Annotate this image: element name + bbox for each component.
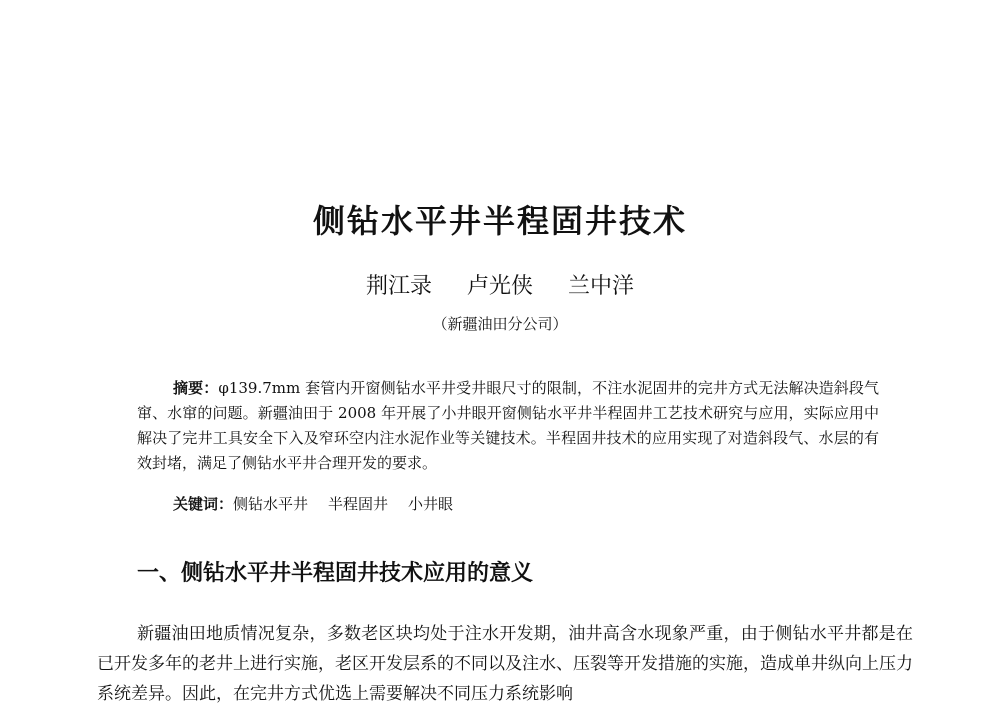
keywords (173, 493, 473, 514)
author-name: 荆江录 (365, 274, 432, 299)
keywords-label: 关键词： (173, 495, 234, 513)
author-name: 卢光侠 (466, 274, 533, 299)
paper-title: 侧钻水平井半程固井技术 (312, 202, 687, 240)
abstract (137, 376, 879, 476)
keyword: 小井眼 (408, 495, 454, 513)
author-affiliation: （新疆油田分公司） (432, 315, 568, 333)
abstract-text: φ139.7mm 套管内开窗侧钻水平井受井眼尺寸的限制，不注水泥固井的完井方式无法解决造斜段气窜、水窜的问题。新疆油田于 2008 年开展了小井眼开窗侧钻水平井半程固井工艺技术研究与应用，实际应用中解决了完井工具安全下入及窄环空内注水泥作业等关键技术。半程固井技术的应用实现了对造斜段气、水层的有效封堵，满足了侧钻水平井合理开发的要求。 (137, 379, 879, 472)
keyword: 半程固井 (328, 495, 389, 513)
author-name: 兰中洋 (568, 274, 635, 299)
author-list (0, 269, 1000, 300)
body-paragraph: 新疆油田地质情况复杂，多数老区块均处于注水开发期，油井高含水现象严重，由于侧钻水平井都是在已开发多年的老井上进行实施，老区开发层系的不同以及注水、压裂等开发措施的实施，造成单井纵向上压力系统差异。因此，在完井方式优选上需要解决不同压力系统影响 (97, 624, 913, 704)
section-heading: 一、侧钻水平井半程固井技术应用的意义 (137, 561, 534, 586)
keyword: 侧钻水平井 (233, 495, 309, 513)
abstract-label: 摘要： (173, 379, 219, 397)
